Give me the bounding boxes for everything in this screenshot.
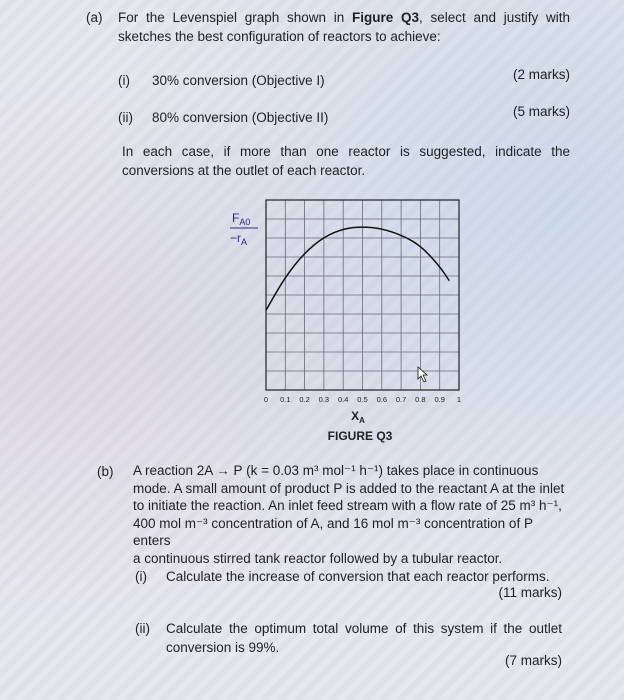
item-a-ii-number: (ii)	[118, 110, 133, 125]
part-b-line: A reaction 2A → P (k = 0.03 m³ mol⁻¹ h⁻¹) takes place in continuous	[133, 463, 539, 478]
x-tick-label: 0.8	[415, 395, 426, 404]
x-tick-label: 0.9	[434, 395, 445, 404]
figure-reference: Figure Q3	[352, 10, 420, 25]
part-b-line: to initiate the reaction. An inlet feed stream with a flow rate of 25 m³ h⁻¹,	[133, 498, 562, 513]
x-tick-label: 0.3	[318, 395, 330, 404]
ylabel-denominator: $-r_A$	[230, 231, 248, 247]
x-axis-label: $X_A$	[351, 409, 365, 425]
part-b-paragraph	[133, 462, 573, 567]
cursor-icon	[418, 367, 427, 382]
figure-caption: FIGURE Q3	[327, 429, 393, 443]
item-a-ii-marks: (5 marks)	[513, 104, 570, 119]
item-b-ii-number: (ii)	[135, 621, 150, 636]
x-tick-label: 0	[263, 395, 269, 404]
part-b-label: (b)	[97, 464, 114, 479]
x-tick-label: 0.2	[299, 395, 310, 404]
part-b-line: 400 mol m⁻³ concentration of A, and 16 mol m⁻³ concentration of P enters	[133, 515, 533, 548]
item-a-i-number: (i)	[118, 73, 130, 88]
item-b-i-number: (i)	[135, 569, 147, 584]
part-a-note: In each case, if more than one reactor is suggested, indicate the conversions at the outlet of each reactor.	[122, 144, 570, 178]
item-b-ii-text: Calculate the optimum total volume of this system if the outlet conversion is 99%.	[166, 621, 562, 655]
x-tick-label: 0.5	[357, 395, 368, 404]
part-b-line: a continuous stirred tank reactor followed by a tubular reactor.	[133, 550, 503, 566]
item-b-i-marks: (11 marks)	[498, 585, 562, 600]
levenspiel-figure	[210, 192, 500, 452]
chart-grid	[266, 200, 459, 390]
item-a-i-text: 30% conversion (Objective I)	[152, 73, 325, 88]
levenspiel-curve	[266, 227, 449, 310]
part-a-intro	[118, 8, 570, 46]
item-a-ii-text: 80% conversion (Objective II)	[152, 110, 329, 125]
x-tick-labels	[264, 395, 461, 404]
x-tick-label: 0.1	[280, 395, 291, 404]
item-a-i-marks: (2 marks)	[513, 67, 570, 82]
item-b-i-text: Calculate the increase of conversion that each reactor performs.	[166, 569, 550, 584]
x-tick-label: 1	[456, 395, 462, 404]
part-a-intro-pre: For the Levenspiel graph shown in	[118, 10, 353, 25]
x-tick-label: 0.6	[376, 395, 388, 404]
x-tick-label: 0.7	[395, 395, 407, 404]
part-a-intro-post: , select and justify with sketches the best configuration of reactors to achieve:	[118, 10, 570, 44]
x-tick-label: 0.4	[337, 395, 349, 404]
ylabel-numerator: $F_{A0}$	[232, 211, 251, 227]
part-a-label: (a)	[86, 10, 103, 25]
item-b-ii-marks: (7 marks)	[505, 653, 562, 668]
part-b-line: mode. A small amount of product P is added to the reactant A at the inlet	[133, 480, 565, 496]
